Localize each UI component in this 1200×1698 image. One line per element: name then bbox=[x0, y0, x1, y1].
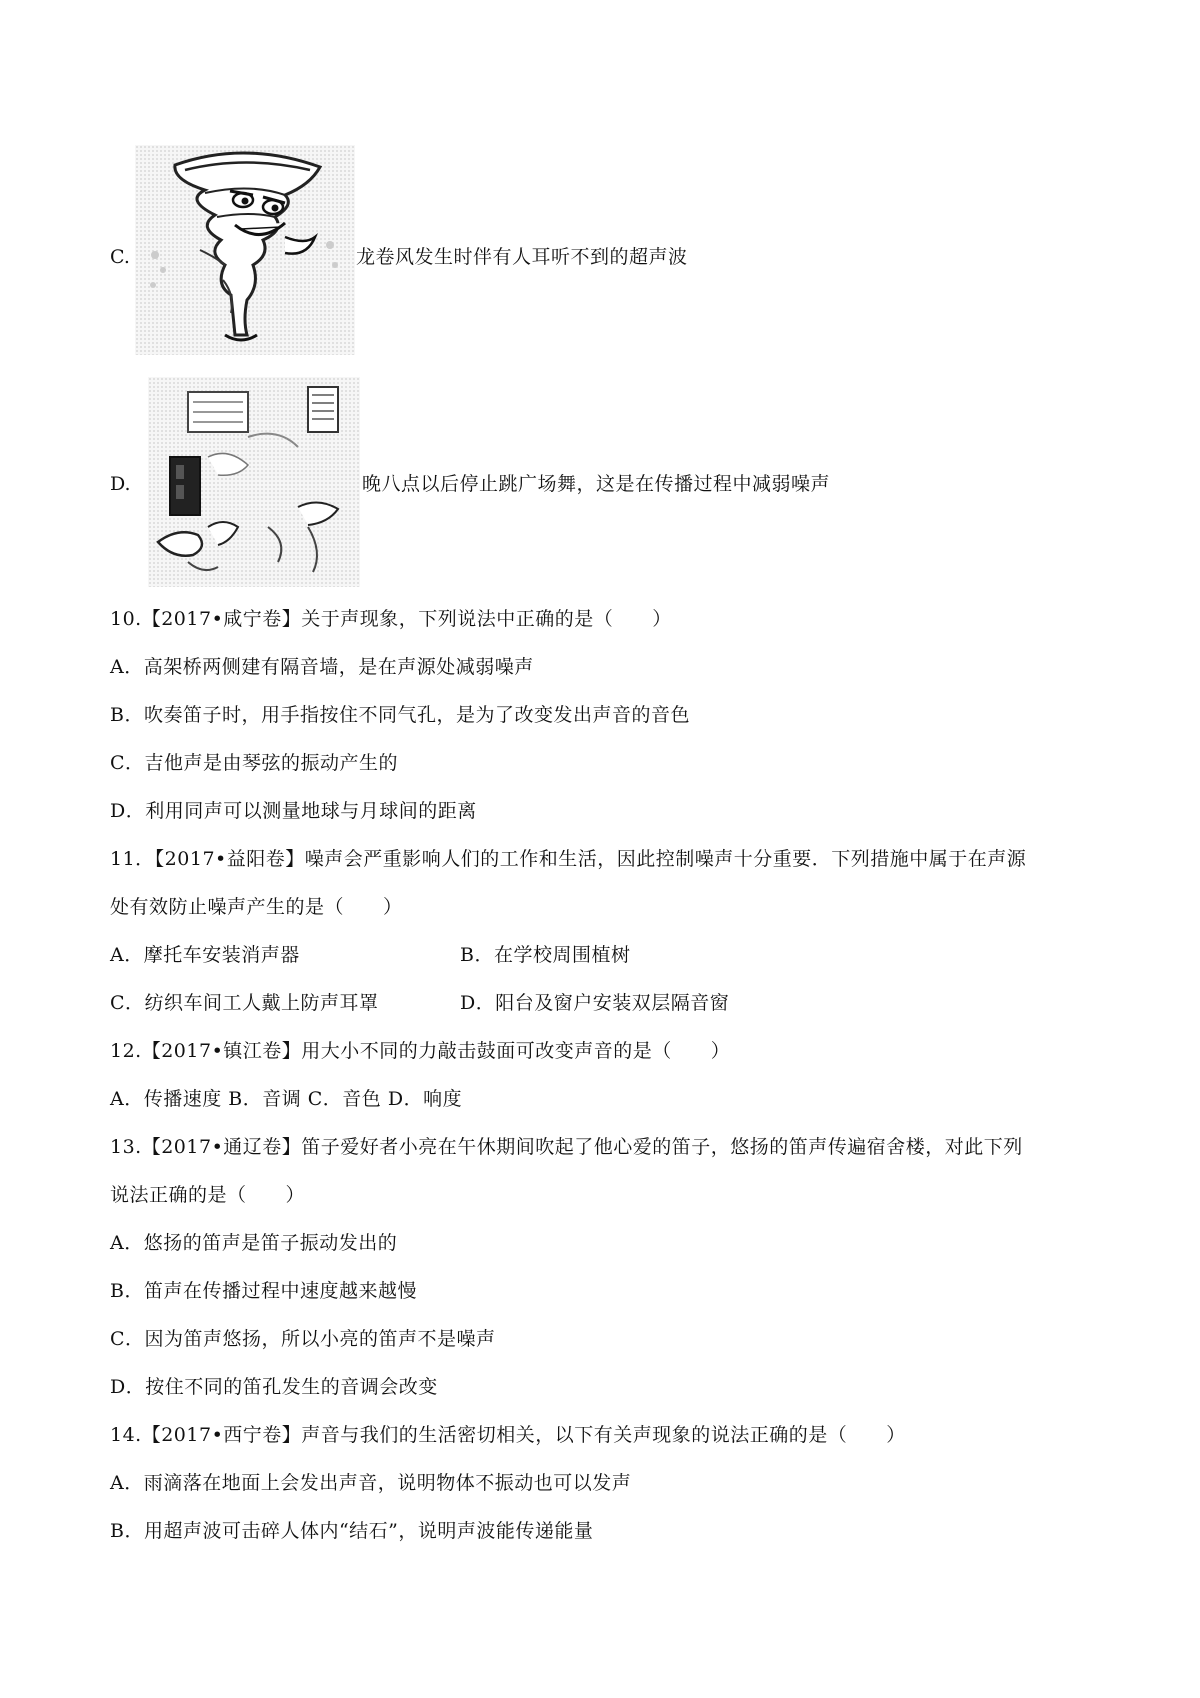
question-10-option-d: D．利用同声可以测量地球与月球间的距离 bbox=[110, 800, 477, 822]
question-14-option-a: A．雨滴落在地面上会发出声音，说明物体不振动也可以发声 bbox=[110, 1472, 632, 1494]
question-10-option-b: B．吹奏笛子时，用手指按住不同气孔，是为了改变发出声音的音色 bbox=[110, 704, 690, 726]
option-d-label: D. bbox=[110, 473, 131, 495]
question-11-option-c: C．纺织车间工人戴上防声耳罩 bbox=[110, 992, 379, 1014]
question-13-option-d: D．按住不同的笛孔发生的音调会改变 bbox=[110, 1376, 438, 1398]
question-11-option-b: B．在学校周围植树 bbox=[460, 944, 631, 966]
question-13-option-b: B．笛声在传播过程中速度越来越慢 bbox=[110, 1280, 417, 1302]
tornado-illustration bbox=[135, 145, 355, 355]
option-d-text: 晚八点以后停止跳广场舞，这是在传播过程中减弱噪声 bbox=[362, 473, 831, 495]
question-11-option-a: A．摩托车安装消声器 bbox=[110, 944, 300, 966]
question-13-option-c: C．因为笛声悠扬，所以小亮的笛声不是噪声 bbox=[110, 1328, 496, 1350]
square-dance-illustration bbox=[148, 377, 360, 587]
question-12-options: A．传播速度 B．音调 C．音色 D．响度 bbox=[110, 1088, 463, 1110]
question-11-stem-line2: 处有效防止噪声产生的是（ ） bbox=[110, 896, 403, 918]
question-12-stem: 12.【2017•镇江卷】用大小不同的力敲击鼓面可改变声音的是（ ） bbox=[110, 1040, 731, 1062]
question-10-option-c: C．吉他声是由琴弦的振动产生的 bbox=[110, 752, 399, 774]
question-13-option-a: A．悠扬的笛声是笛子振动发出的 bbox=[110, 1232, 398, 1254]
question-13-stem-line1: 13.【2017•通辽卷】笛子爱好者小亮在午休期间吹起了他心爱的笛子，悠扬的笛声传遍宿舍楼，对此下列 bbox=[110, 1136, 1023, 1158]
question-13-stem-line2: 说法正确的是（ ） bbox=[110, 1184, 306, 1206]
question-10-stem: 10.【2017•咸宁卷】关于声现象，下列说法中正确的是（ ） bbox=[110, 608, 672, 630]
option-c-label: C. bbox=[110, 246, 130, 268]
question-10-option-a: A．高架桥两侧建有隔音墙，是在声源处减弱噪声 bbox=[110, 656, 534, 678]
question-14-option-b: B．用超声波可击碎人体内“结石”，说明声波能传递能量 bbox=[110, 1520, 594, 1542]
question-11-option-d: D．阳台及窗户安装双层隔音窗 bbox=[460, 992, 730, 1014]
option-c-text: 龙卷风发生时伴有人耳听不到的超声波 bbox=[356, 246, 688, 268]
question-14-stem: 14.【2017•西宁卷】声音与我们的生活密切相关，以下有关声现象的说法正确的是（ ） bbox=[110, 1424, 906, 1446]
question-11-stem-line1: 11．【2017•益阳卷】噪声会严重影响人们的工作和生活，因此控制噪声十分重要．下列措施中属于在声源 bbox=[110, 848, 1027, 870]
